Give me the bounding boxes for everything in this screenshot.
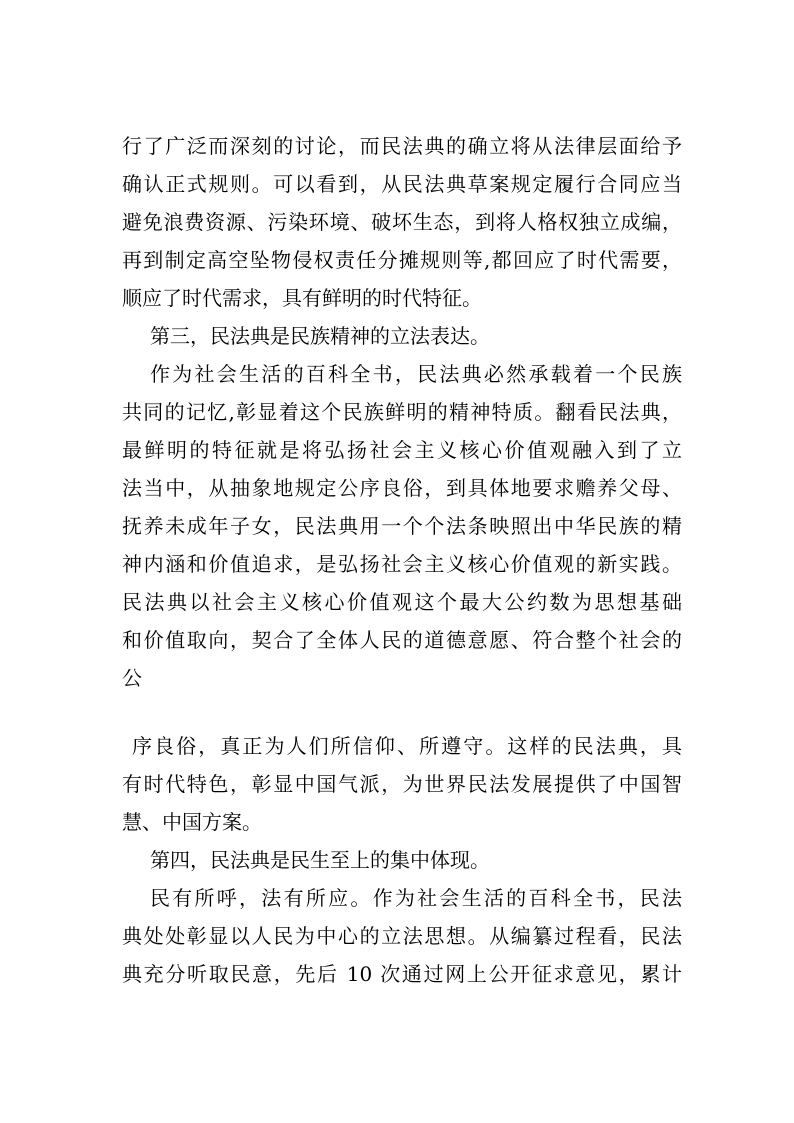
body-text-line: 行了广泛而深刻的讨论，而民法典的确立将从法律层面给予 (122, 134, 682, 158)
body-text-line: 抚养未成年子女，民法典用一个个法条映照出中华民族的精 (122, 514, 682, 538)
body-text-line: 典充分听取民意，先后 10 次通过网上公开征求意见，累计 (122, 962, 682, 986)
body-text-line: 避免浪费资源、污染环境、破坏生态，到将人格权独立成编， (122, 210, 682, 234)
body-text-line: 法当中，从抽象地规定公序良俗，到具体地要求赡养父母、 (122, 476, 682, 500)
body-text-line: 和价值取向，契合了全体人民的道德意愿、符合整个社会的 (122, 628, 682, 652)
body-text-line: 慧、中国方案。 (122, 810, 262, 834)
body-text-line: 公 (122, 666, 142, 690)
body-text-line: 确认正式规则。可以看到，从民法典草案规定履行合同应当 (122, 172, 682, 196)
section-heading: 第三，民法典是民族精神的立法表达。 (150, 324, 490, 348)
body-text-line: 顺应了时代需求，具有鲜明的时代特征。 (122, 286, 482, 310)
body-text-line: 共同的记忆,彰显着这个民族鲜明的精神特质。翻看民法典， (122, 400, 682, 424)
body-text-line: 有时代特色，彰显中国气派，为世界民法发展提供了中国智 (122, 772, 682, 796)
body-text-line: 民法典以社会主义核心价值观这个最大公约数为思想基础 (122, 590, 682, 614)
body-text-line: 民有所呼，法有所应。作为社会生活的百科全书，民法 (150, 886, 682, 910)
body-text-line: 作为社会生活的百科全书，民法典必然承载着一个民族 (150, 362, 682, 386)
body-text-line: 典处处彰显以人民为中心的立法思想。从编纂过程看，民法 (122, 924, 682, 948)
body-text-line: 神内涵和价值追求，是弘扬社会主义核心价值观的新实践。 (122, 552, 682, 576)
body-text-line: 最鲜明的特征就是将弘扬社会主义核心价值观融入到了立 (122, 438, 682, 462)
body-text-line: 再到制定高空坠物侵权责任分摊规则等,都回应了时代需要， (122, 248, 682, 272)
body-text-line: 序良俗，真正为人们所信仰、所遵守。这样的民法典，具 (132, 734, 682, 758)
section-heading: 第四，民法典是民生至上的集中体现。 (150, 848, 490, 872)
